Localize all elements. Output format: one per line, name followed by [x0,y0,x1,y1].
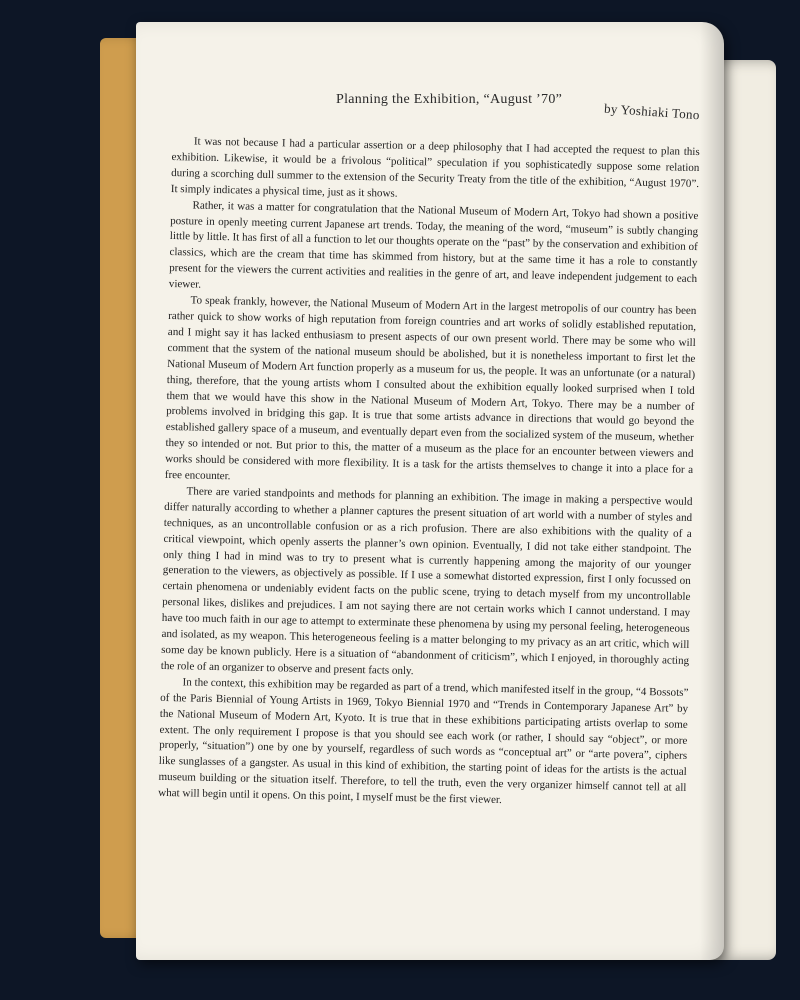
paragraph: In the context, this exhibition may be regarded as part of a trend, which manifested itself in the group, “4 Bossots” of the Paris Biennial of Young Artists in 1969, Tokyo Biennial 1970 and “Trends in Contemporary Japanese Art” by the National Museum of Modern Art, Kyoto. It is true that in these exhibitions participating artists overlap to some extent. The only requirement I propose is that you should see each work (or rather, I should say “object”, or more properly, “situation”) one by one by yourself, regardless of such words as “conceptual art” or “arte povera”, ciphers like sunglasses of a gangster. As usual in this kind of exhibition, the starting point of ideas for the artists is the actual museum building or the situation itself. Therefore, to tell the truth, even the very organizer himself cannot tell at all what will begin until it opens. On this point, I myself must be the first viewer. [158,676,689,807]
paragraph: Rather, it was a matter for congratulation that the National Museum of Modern Art, Tokyo had shown a positive posture in openly meeting current Japanese art trends. Today, the meaning of the word, “museum” is subtly changing little by little. It has first of all a function to let our thoughts operate on the “past” by the conservation and exhibition of classics, which are the cream that time has skimmed from history, but at the same time it has a role to constantly present for the viewers the current activities and realities in the genre of art, and leave independent judgement to each viewer. [168,199,699,291]
author-byline: by Yoshiaki Tono [603,100,701,123]
document-page [136,22,724,960]
paragraph: It was not because I had a particular assertion or a deep philosophy that I had accepted the request to plan this exhibition. Likewise, it would be a frivolous “political” speculation if you sophisticatedly suppose some relation during a scorching dull summer to the extension of the Security Treaty from the title of the exhibition, “August 1970”. It simply indicates a physical time, just as it shows. [170,135,700,200]
gutter-shadow [700,22,724,960]
body-text [158,134,700,813]
paragraph: To speak frankly, however, the National Museum of Modern Art in the largest metropolis of our country has been rather quick to show works of high reputation from foreign countries and art works of solidly established reputation, and I might say it has lacked enthusiasm to present aspects of our own present world. There may be some who will comment that the system of the national museum should be abolished, but it is nonetheless important to first let the National Museum of Modern Art function properly as a museum for us, the people. It was an unfortunate (or a natural) thing, therefore, that the young artists whom I consulted about the exhibition equally looked surprised when I told them that we would have this show in the National Museum of Modern Art, Tokyo. There may be a number of problems involved in bridging this gap. It is true that some artists advance in directions that would go beyond the established gallery space of a museum, and eventually depart even from the socialized system of the museum, whether they so intended or not. But prior to this, the matter of a museum as the place for an encounter between viewers and works should be considered with more flexibility. It is a task for the artists themselves to change it into a place for a free encounter. [164,294,697,483]
document-title: Planning the Exhibition, “August ’70” [336,92,563,107]
paragraph: There are varied standpoints and methods for planning an exhibition. The image in making a perspective would differ naturally according to whether a planner captures the present situation of art world with a number of styles and techniques, as an uncontrollable confusion or as a rich profusion. There are also exhibitions with the quality of a critical viewpoint, which openly asserts the planner’s own opinion. Eventually, I did not take either standpoint. The only thing I had in mind was to try to present what is currently happening among the majority of our younger generation to the viewers, as objectively as possible. If I use a somewhat distorted expression, first I only focussed on certain phenomena or undeniably evident facts on the public scene, trying to detach myself from my uncontrollable personal likes, dislikes and prejudices. I am not saying there are not certain works which I cannot understand. I may have too much faith in our age to attempt to exterminate these phenomena by using my personal feeling, heterogeneous and isolated, as my weapon. This heterogeneous feeling is a matter belonging to my privacy as an art critic, which will some day be known publicly. Here is a situation of “abandonment of criticism”, which I enjoyed, in thoroughly acting the role of an organizer to observe and present facts only. [160,485,693,678]
